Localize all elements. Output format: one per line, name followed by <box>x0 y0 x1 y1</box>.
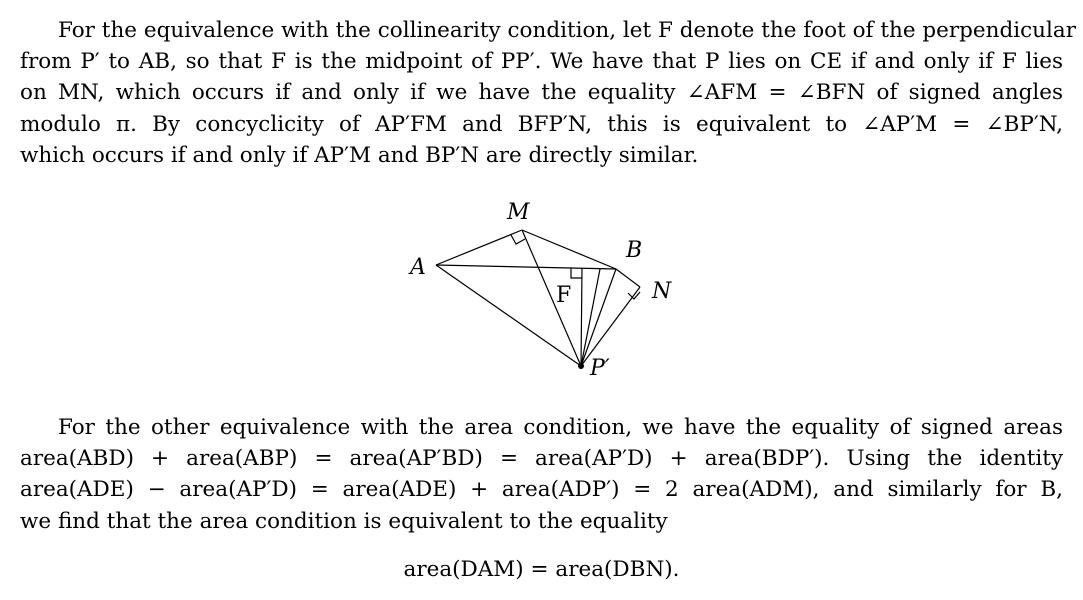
segment-fn <box>581 269 600 366</box>
right-angle-f <box>571 268 582 278</box>
segment-fp <box>581 268 582 366</box>
label-p-prime: P′ <box>590 356 610 381</box>
text-line: modulo π. By concyclicity of AP′FM and BFP′N, this is equivalent to ∠AP′M = ∠BP′N, <box>20 111 1063 137</box>
text-line: For the equivalence with the collinearity condition, let F denote the foot of the perpendicular <box>58 18 1076 43</box>
text-line: For the other equivalence with the area condition, we have the equality of signed areas <box>58 415 1063 440</box>
display-equation: area(DAM) = area(DBN). <box>403 557 680 582</box>
text-line: area(ABD) + area(ABP) = area(AP′BD) = area(AP′D) + area(BDP′). Using the identity <box>20 446 1063 472</box>
label-f: F <box>556 283 572 308</box>
text-line: we find that the area condition is equivalent to the equality <box>20 508 668 534</box>
segment-bn <box>616 269 640 287</box>
text-line: from P′ to AB, so that F is the midpoint of PP′. We have that P lies on CE if and only if F lies <box>20 49 1063 75</box>
text-line: area(ADE) − area(AP′D) = area(ADE) + area(ADP′) = 2 area(ADM), and similarly for B, <box>20 477 1063 503</box>
right-angle-m <box>511 235 525 244</box>
paragraph-area <box>20 412 1063 537</box>
text-line: which occurs if and only if AP′M and BP′N are directly similar. <box>20 142 699 168</box>
paragraph-collinearity <box>20 15 1076 171</box>
geometry-figure <box>400 195 700 385</box>
point-p-prime <box>578 363 584 369</box>
segment-am <box>436 230 522 265</box>
label-a: A <box>410 255 426 280</box>
label-n: N <box>652 279 672 304</box>
text-line: on MN, which occurs if and only if we have the equality ∠AFM = ∠BFN of signed angles <box>20 80 1063 106</box>
label-m: M <box>507 200 530 225</box>
segment-bp <box>581 269 616 366</box>
label-b: B <box>626 238 643 263</box>
segment-np <box>581 287 640 366</box>
segment-ab <box>436 265 616 269</box>
